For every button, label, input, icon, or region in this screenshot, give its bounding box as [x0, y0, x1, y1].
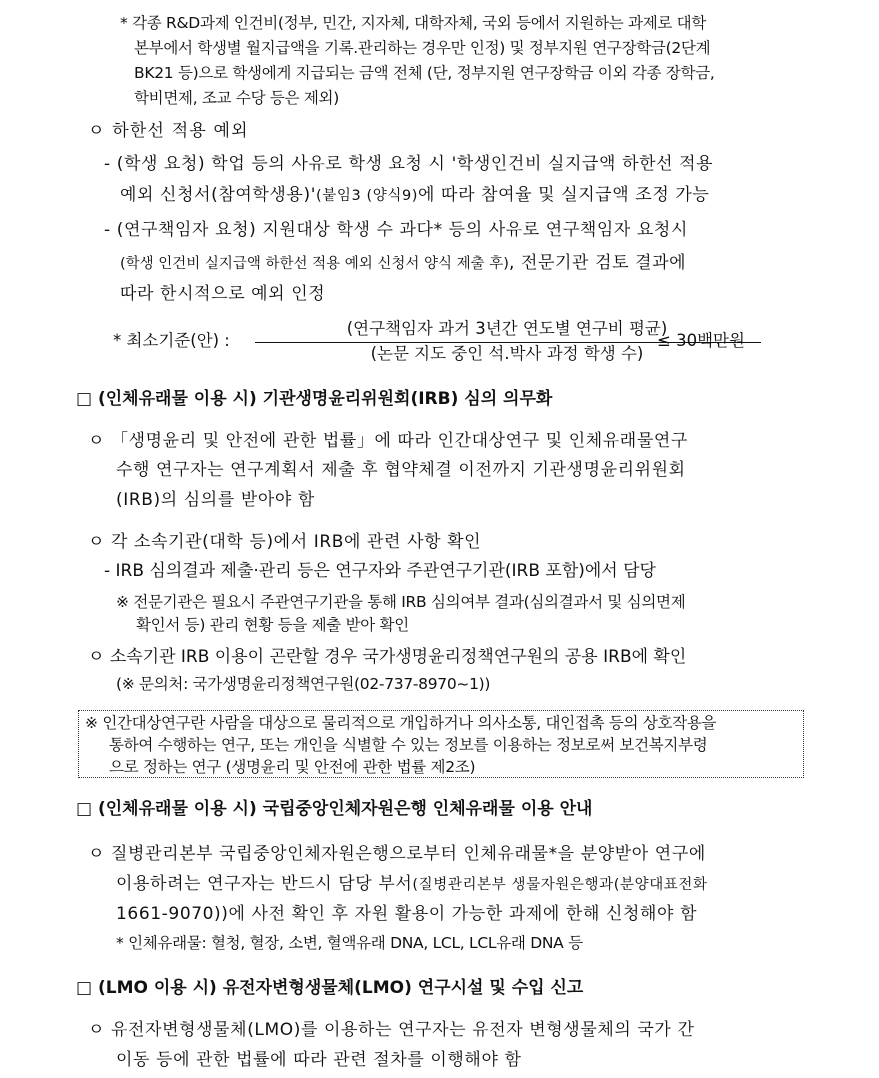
biobank-line-2: [116, 873, 708, 896]
irb-contact: (※ 문의처: 국가생명윤리정책연구원(02-737-8970~1)): [116, 675, 491, 693]
dash-pi-request: - (연구책임자 요청) 지원대상 학생 수 과다* 등의 사유로 연구책임자 요청시: [104, 220, 688, 240]
formula-result: ≤ 30백만원: [657, 331, 745, 350]
bullet-lower-limit-exception: ㅇ 하한선 적용 예외: [88, 121, 249, 141]
text-segment: 이용하려는 연구자는 반드시 담당 부서: [116, 874, 413, 894]
dash-student-request: - (학생 요청) 학업 등의 사유로 학생 요청 시 '학생인건비 실지급액 하한선 적용: [104, 154, 714, 174]
irb-bullet-2: ㅇ 각 소속기관(대학 등)에서 IRB에 관련 사항 확인: [88, 532, 482, 552]
lmo-line-2: 이동 등에 관한 법률에 따라 관련 절차를 이행해야 함: [116, 1050, 522, 1070]
text-segment: 에 따라 참여율 및 실지급액 조정 가능: [418, 185, 710, 205]
text-segment: 예외 신청서(참여학생용)': [120, 185, 316, 205]
definition-note-box: [78, 710, 804, 778]
section-heading-irb: □ (인체유래물 이용 시) 기관생명윤리위원회(IRB) 심의 의무화: [76, 389, 553, 409]
footnote-line-1: * 각종 R&D과제 인건비(정부, 민간, 지자체, 대학자체, 국외 등에서 지원하는 과제로 대학: [120, 14, 707, 32]
footnote-line-4: 학비면제, 조교 수당 등은 제외): [134, 89, 339, 107]
biobank-footnote: * 인체유래물: 혈청, 혈장, 소변, 혈액유래 DNA, LCL, LCL유래 DNA 등: [116, 934, 583, 952]
irb-bullet-1-line-2: 수행 연구자는 연구계획서 제출 후 협약체결 이전까지 기관생명윤리위원회: [116, 460, 686, 480]
text-segment: , 전문기관 검토 결과에: [508, 253, 687, 273]
department-note: (질병관리본부 생물자원은행과(분양대표전화: [412, 877, 708, 893]
attachment-ref: (붙임3 (양식9): [315, 188, 419, 204]
dash-pi-request-cont-2: 따라 한시적으로 예외 인정: [120, 284, 326, 304]
note-box-line-1: ※ 인간대상연구란 사람을 대상으로 물리적으로 개입하거나 의사소통, 대인접촉 등의 상호작용을: [85, 714, 717, 732]
minimum-criteria-formula: [113, 318, 773, 366]
irb-note-line-2: 확인서 등) 관리 현황 등을 제출 받아 확인: [136, 616, 409, 634]
irb-bullet-3: ㅇ 소속기관 IRB 이용이 곤란할 경우 국가생명윤리정책연구원의 공용 IRB에 확인: [88, 647, 687, 667]
biobank-line-1: ㅇ 질병관리본부 국립중앙인체자원은행으로부터 인체유래물*을 분양받아 연구에: [88, 844, 706, 864]
dash-pi-request-cont: [120, 252, 686, 275]
irb-bullet-1-line-1: ㅇ 「생명윤리 및 안전에 관한 법률」에 따라 인간대상연구 및 인체유래물연구: [88, 431, 688, 451]
formula-denominator: (논문 지도 중인 석.박사 과정 학생 수): [370, 344, 644, 363]
lmo-line-1: ㅇ 유전자변형생물체(LMO)를 이용하는 연구자는 유전자 변형생물체의 국가 간: [88, 1020, 695, 1040]
formula-numerator: (연구책임자 과거 3년간 연도별 연구비 평균): [346, 319, 668, 338]
irb-note-line-1: ※ 전문기관은 필요시 주관연구기관을 통해 IRB 심의여부 결과(심의결과서 및 심의면제: [116, 593, 686, 611]
section-heading-lmo: □ (LMO 이용 시) 유전자변형생물체(LMO) 연구시설 및 수입 신고: [76, 978, 584, 998]
note-box-line-3: 으로 정하는 연구 (생명윤리 및 안전에 관한 법률 제2조): [109, 758, 476, 776]
formula-label: * 최소기준(안) :: [113, 331, 230, 350]
irb-bullet-2-dash: - IRB 심의결과 제출·관리 등은 연구자와 주관연구기관(IRB 포함)에서 담당: [104, 561, 656, 581]
dash-student-request-cont: [120, 184, 709, 207]
section-heading-biobank: □ (인체유래물 이용 시) 국립중앙인체자원은행 인체유래물 이용 안내: [76, 799, 593, 819]
biobank-line-3: 1661-9070))에 사전 확인 후 자원 활용이 가능한 과제에 한해 신청해야 함: [116, 904, 698, 924]
parenthetical-note: (학생 인건비 실지급액 하한선 적용 예외 신청서 양식 제출 후): [120, 256, 509, 272]
irb-bullet-1-line-3: (IRB)의 심의를 받아야 함: [116, 490, 315, 510]
footnote-line-3: BK21 등)으로 학생에게 지급되는 금액 전체 (단, 정부지원 연구장학금 이외 각종 장학금,: [134, 64, 715, 82]
footnote-line-2: 본부에서 학생별 월지급액을 기록.관리하는 경우만 인정) 및 정부지원 연구장학금(2단계: [134, 39, 711, 57]
note-box-line-2: 통하여 수행하는 연구, 또는 개인을 식별할 수 있는 정보를 이용하는 정보로써 보건복지부령: [109, 736, 708, 754]
